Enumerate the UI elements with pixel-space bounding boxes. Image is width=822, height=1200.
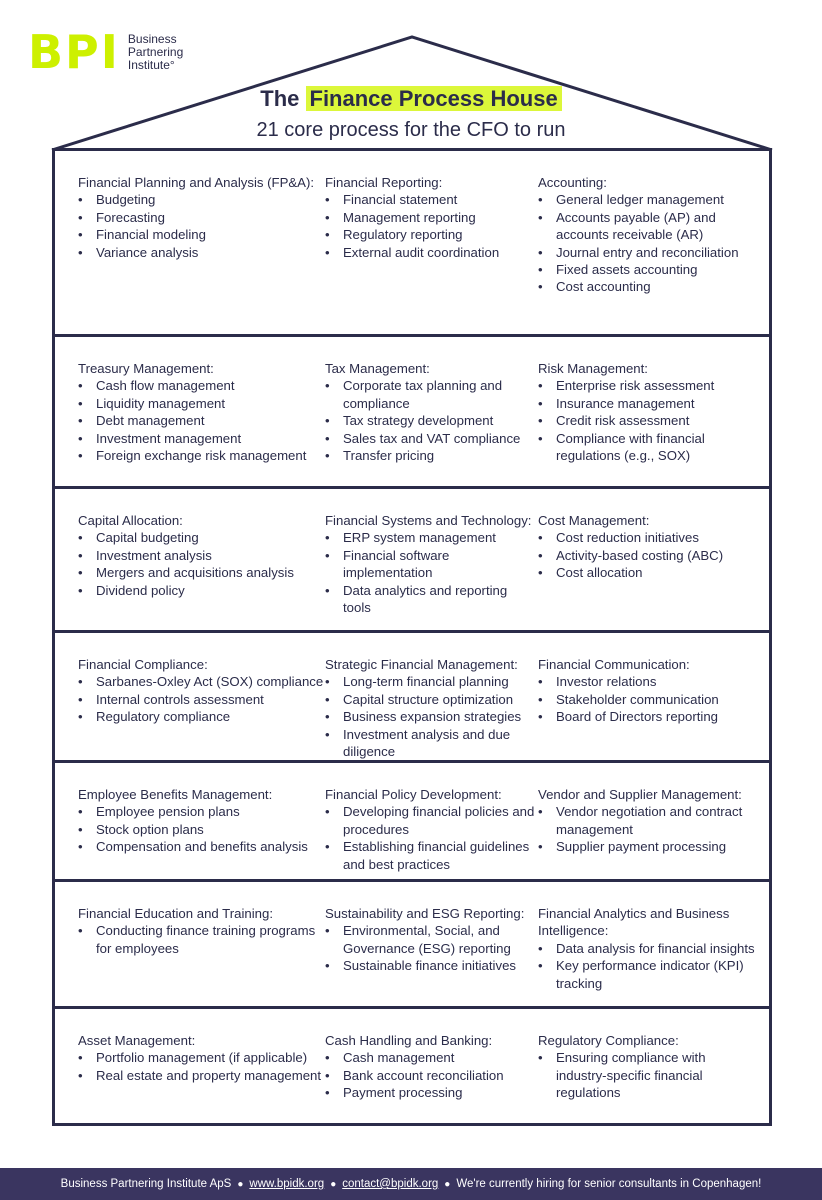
process-item: • Data analytics and reporting tools	[325, 582, 535, 617]
process-list	[78, 1049, 328, 1084]
process-list	[325, 529, 535, 616]
process-row	[52, 148, 772, 334]
process-item: • Journal entry and reconciliation	[538, 244, 758, 261]
process-list	[538, 529, 758, 581]
process-item: • Bank account reconciliation	[325, 1067, 535, 1084]
bpi-logo	[28, 25, 184, 79]
process-list	[78, 922, 328, 957]
process-item: • Sales tax and VAT compliance	[325, 430, 535, 447]
process-item: • Financial modeling	[78, 226, 328, 243]
process-cell	[538, 786, 758, 856]
process-item: • Mergers and acquisitions analysis	[78, 564, 328, 581]
process-heading: Financial Planning and Analysis (FP&A):	[78, 175, 315, 190]
process-item: • Real estate and property management	[78, 1067, 328, 1084]
process-item: • General ledger management	[538, 191, 758, 208]
process-item: • Cost reduction initiatives	[538, 529, 758, 546]
process-item: • Tax strategy development	[325, 412, 535, 429]
process-heading: Asset Management:	[78, 1033, 196, 1048]
process-cell	[78, 786, 328, 856]
process-row	[52, 760, 772, 879]
process-list	[325, 1049, 535, 1101]
process-item: • Financial software implementation	[325, 547, 535, 582]
process-item: • Fixed assets accounting	[538, 261, 758, 278]
process-cell	[538, 512, 758, 582]
process-item: • Enterprise risk assessment	[538, 377, 758, 394]
process-item: • Compliance with financial regulations (e.g., SOX)	[538, 430, 758, 465]
process-heading: Financial Education and Training:	[78, 906, 274, 921]
process-heading: Financial Analytics and Business Intelligence:	[538, 906, 730, 939]
process-list	[538, 1049, 758, 1101]
process-cell	[538, 656, 758, 726]
process-item: • Sustainable finance initiatives	[325, 957, 535, 974]
process-cell	[538, 905, 758, 992]
process-item: • Budgeting	[78, 191, 328, 208]
process-item: • Compensation and benefits analysis	[78, 838, 328, 855]
process-list	[325, 673, 535, 760]
process-cell	[538, 360, 758, 464]
process-list	[325, 191, 535, 261]
process-item: • Activity-based costing (ABC)	[538, 547, 758, 564]
process-list	[78, 529, 328, 599]
process-list	[538, 803, 758, 855]
process-item: • Debt management	[78, 412, 328, 429]
process-list	[538, 673, 758, 725]
process-heading: Tax Management:	[325, 361, 430, 376]
process-item: • Employee pension plans	[78, 803, 328, 820]
process-heading: Vendor and Supplier Management:	[538, 787, 742, 802]
process-heading: Employee Benefits Management:	[78, 787, 273, 802]
process-cell	[538, 1032, 758, 1102]
footer-website-link[interactable]: www.bpidk.org	[249, 1178, 325, 1190]
process-heading: Capital Allocation:	[78, 513, 183, 528]
process-cell	[325, 512, 535, 616]
process-item: • Dividend policy	[78, 582, 328, 599]
row-divider	[52, 1123, 772, 1126]
process-item: • Vendor negotiation and contract management	[538, 803, 758, 838]
process-cell	[78, 512, 328, 599]
process-item: • Credit risk assessment	[538, 412, 758, 429]
process-heading: Financial Communication:	[538, 657, 690, 672]
process-cell	[78, 1032, 328, 1084]
process-heading: Regulatory Compliance:	[538, 1033, 679, 1048]
process-item: • Regulatory reporting	[325, 226, 535, 243]
logo-mark: BPI	[28, 25, 120, 79]
footer-hiring-message: We're currently hiring for senior consultants in Copenhagen!	[456, 1178, 762, 1190]
process-item: • Investor relations	[538, 673, 758, 690]
separator-dot-icon: ●	[444, 1178, 451, 1190]
process-item: • Accounts payable (AP) and accounts receivable (AR)	[538, 209, 758, 244]
process-cell	[538, 174, 758, 296]
process-cell	[78, 656, 328, 726]
process-item: • Supplier payment processing	[538, 838, 758, 855]
process-list	[78, 803, 328, 855]
process-cell	[325, 1032, 535, 1102]
process-item: • Capital structure optimization	[325, 691, 535, 708]
process-heading: Financial Policy Development:	[325, 787, 502, 802]
process-cell	[78, 360, 328, 464]
separator-dot-icon: ●	[237, 1178, 244, 1190]
page-title	[0, 84, 822, 114]
logo-text-line: Business	[127, 31, 177, 46]
process-item: • Regulatory compliance	[78, 708, 328, 725]
process-heading: Cost Management:	[538, 513, 650, 528]
process-row	[52, 1006, 772, 1123]
process-item: • Ensuring compliance with industry-specific financial regulations	[538, 1049, 758, 1101]
process-item: • Payment processing	[325, 1084, 535, 1101]
process-cell	[325, 174, 535, 261]
process-item: • Transfer pricing	[325, 447, 535, 464]
separator-dot-icon: ●	[330, 1178, 337, 1190]
process-list	[538, 191, 758, 295]
process-heading: Treasury Management:	[78, 361, 214, 376]
process-heading: Cash Handling and Banking:	[325, 1033, 493, 1048]
process-item: • Internal controls assessment	[78, 691, 328, 708]
process-list	[78, 673, 328, 725]
process-heading: Sustainability and ESG Reporting:	[325, 906, 525, 921]
page-subtitle: 21 core process for the CFO to run	[256, 119, 566, 141]
process-item: • Forecasting	[78, 209, 328, 226]
process-item: • Environmental, Social, and Governance (ESG) reporting	[325, 922, 535, 957]
process-item: • Investment analysis and due diligence	[325, 726, 535, 761]
process-cell	[78, 905, 328, 957]
process-item: • ERP system management	[325, 529, 535, 546]
process-item: • Developing financial policies and procedures	[325, 803, 535, 838]
process-heading: Strategic Financial Management:	[325, 657, 518, 672]
process-item: • Cost accounting	[538, 278, 758, 295]
process-cell	[325, 360, 535, 464]
process-heading: Financial Reporting:	[325, 175, 443, 190]
process-row	[52, 486, 772, 630]
process-list	[325, 803, 535, 873]
title-prefix: The	[260, 86, 306, 111]
process-item: • Key performance indicator (KPI) tracking	[538, 957, 758, 992]
process-heading: Accounting:	[538, 175, 607, 190]
process-item: • Management reporting	[325, 209, 535, 226]
process-list	[325, 922, 535, 974]
process-item: • Investment management	[78, 430, 328, 447]
process-item: • Stock option plans	[78, 821, 328, 838]
process-cell	[325, 656, 535, 760]
process-item: • Variance analysis	[78, 244, 328, 261]
process-row	[52, 334, 772, 486]
process-list	[78, 377, 328, 464]
process-heading: Financial Compliance:	[78, 657, 208, 672]
house-body	[52, 148, 772, 1126]
logo-text-line: Partnering	[127, 44, 184, 59]
process-item: • Foreign exchange risk management	[78, 447, 328, 464]
process-item: • Cash management	[325, 1049, 535, 1066]
process-item: • Business expansion strategies	[325, 708, 535, 725]
process-heading: Financial Systems and Technology:	[325, 513, 532, 528]
footer-bar	[0, 1168, 822, 1200]
process-item: • Cost allocation	[538, 564, 758, 581]
process-item: • Data analysis for financial insights	[538, 940, 758, 957]
process-item: • Portfolio management (if applicable)	[78, 1049, 328, 1066]
process-item: • Sarbanes-Oxley Act (SOX) compliance	[78, 673, 328, 690]
process-cell	[78, 174, 328, 261]
title-block	[0, 84, 822, 144]
process-item: • Investment analysis	[78, 547, 328, 564]
process-cell	[325, 786, 535, 873]
process-item: • External audit coordination	[325, 244, 535, 261]
process-item: • Corporate tax planning and compliance	[325, 377, 535, 412]
process-list	[538, 377, 758, 464]
process-cell	[325, 905, 535, 975]
process-row	[52, 630, 772, 760]
process-item: • Board of Directors reporting	[538, 708, 758, 725]
process-item: • Establishing financial guidelines and best practices	[325, 838, 535, 873]
footer-company: Business Partnering Institute ApS	[60, 1178, 232, 1190]
process-item: • Financial statement	[325, 191, 535, 208]
process-item: • Insurance management	[538, 395, 758, 412]
process-list	[78, 191, 328, 261]
process-item: • Liquidity management	[78, 395, 328, 412]
process-list	[538, 940, 758, 992]
process-heading: Risk Management:	[538, 361, 648, 376]
title-highlight: Finance Process House	[306, 86, 562, 111]
footer-email-link[interactable]: contact@bpidk.org	[342, 1178, 439, 1190]
process-item: • Capital budgeting	[78, 529, 328, 546]
process-item: • Conducting finance training programs for employees	[78, 922, 328, 957]
logo-text-line: Institute°	[127, 57, 175, 72]
process-list	[325, 377, 535, 464]
logo-text	[128, 33, 183, 72]
process-row	[52, 879, 772, 1006]
process-item: • Cash flow management	[78, 377, 328, 394]
process-item: • Stakeholder communication	[538, 691, 758, 708]
process-item: • Long-term financial planning	[325, 673, 535, 690]
